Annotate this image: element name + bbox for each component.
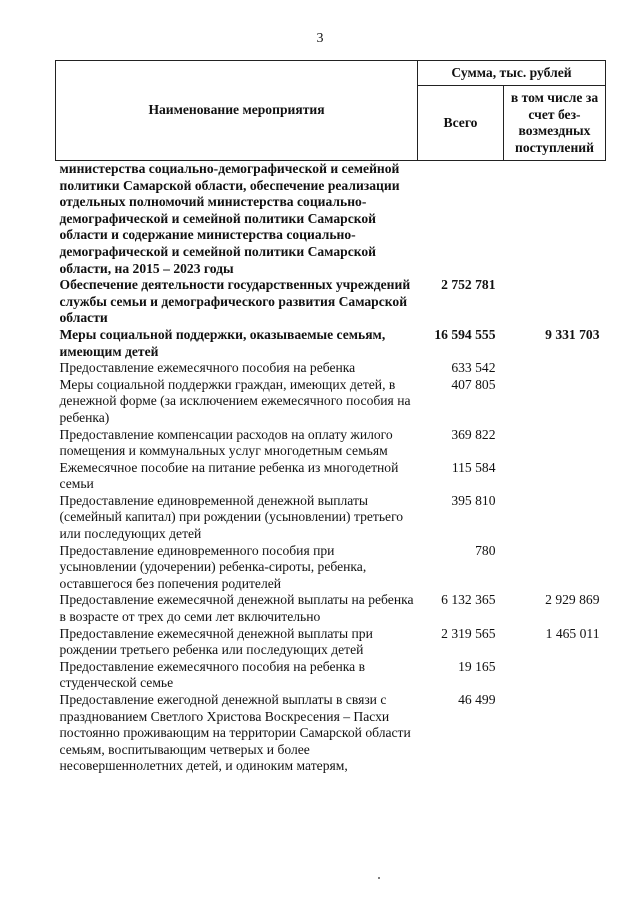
column-header-total: Всего	[418, 86, 504, 161]
row-grants-cell: 1 465 011	[545, 625, 600, 641]
table-row	[56, 377, 606, 427]
row-name-cell: Обеспечение деятельности государственных учреждений службы семьи и демографического развития Самарской области	[59, 277, 411, 326]
row-total-cell: 2 752 781	[441, 277, 496, 293]
column-header-name: Наименование мероприятия	[56, 61, 418, 161]
row-name-cell: Ежемесячное пособие на питание ребенка из многодетной семьи	[59, 459, 399, 492]
row-name-cell: Предоставление ежемесячной денежной выплаты на ребенка в возрасте от трех до семи лет включительно	[59, 592, 414, 625]
row-grants-cell	[504, 360, 606, 377]
row-name-cell: Предоставление единовременной денежной выплаты (семейный капитал) при рождении (усыновлении) третьего или последующих детей	[59, 492, 404, 542]
row-grants-cell	[504, 377, 606, 427]
row-total-cell: 2 319 565	[441, 625, 496, 641]
row-name-cell: министерства социально-демографической и семейной политики Самарской области, обеспечение реализации отдельных полномочий министерства социально-демографической и семейной политики Самарской области и содержание министерства социально-демографической и семейной политики Самарской области, на 2015 – 2023 годы	[59, 161, 400, 276]
row-total-cell: 115 584	[451, 459, 496, 475]
table-row	[56, 460, 606, 493]
row-grants-cell	[504, 543, 606, 593]
row-total-cell: 395 810	[451, 492, 496, 508]
row-name-cell: Предоставление ежемесячного пособия на ребенка	[59, 360, 356, 376]
row-total-cell: 6 132 365	[441, 592, 496, 608]
row-grants-cell: 9 331 703	[545, 326, 600, 342]
row-grants-cell	[504, 161, 606, 278]
row-total-cell: 369 822	[451, 426, 496, 442]
table-header	[56, 61, 606, 161]
row-name-cell: Предоставление ежемесячной денежной выплаты при рождении третьего ребенка или последующих детей	[59, 625, 373, 658]
table-row	[56, 592, 606, 625]
row-total-cell: 780	[475, 542, 496, 558]
row-name-cell: Меры социальной поддержки граждан, имеющих детей, в денежной форме (за исключением ежемесячного пособия на ребенка)	[59, 376, 411, 425]
row-total-cell: 46 499	[458, 692, 496, 707]
row-grants-cell	[504, 277, 606, 327]
table-row	[56, 692, 606, 775]
row-grants-cell: 2 929 869	[545, 592, 600, 608]
table-row	[56, 543, 606, 593]
row-total-cell	[418, 161, 504, 278]
row-name-cell: Предоставление ежегодной денежной выплаты в связи с празднованием Светлого Христова Воскресения – Пасхи постоянно проживающим на территории Самарской области семьям, воспитывающим четверых и более несовершеннолетних детей, и одиноким матерям,	[59, 692, 411, 774]
row-name-cell: Предоставление ежемесячного пособия на ребенка в студенческой семье	[59, 658, 366, 691]
row-grants-cell	[504, 692, 606, 775]
column-header-grants: в том числе за счет без-возмездных поступлений	[504, 86, 606, 161]
row-grants-cell	[504, 460, 606, 493]
row-grants-cell	[504, 659, 606, 692]
row-name-cell: Предоставление единовременного пособия при усыновлении (удочерении) ребенка-сироты, ребенка, оставшегося без попечения родителей	[59, 542, 367, 591]
column-header-sum: Сумма, тыс. рублей	[418, 61, 606, 86]
table-row	[56, 360, 606, 377]
table-row	[56, 659, 606, 692]
table-body	[56, 161, 606, 775]
scan-speck	[378, 877, 380, 879]
row-name-cell: Меры социальной поддержки, оказываемые семьям, имеющим детей	[59, 326, 386, 359]
row-total-cell: 407 805	[451, 376, 496, 392]
row-grants-cell	[504, 493, 606, 543]
row-total-cell: 16 594 555	[434, 326, 496, 342]
row-total-cell: 19 165	[458, 658, 496, 674]
table-row	[56, 626, 606, 659]
table-row	[56, 493, 606, 543]
row-name-cell: Предоставление компенсации расходов на оплату жилого помещения и коммунальных услуг многодетным семьям	[59, 426, 393, 459]
table-row	[56, 427, 606, 460]
table-row	[56, 161, 606, 278]
page-number: 3	[316, 31, 324, 46]
row-total-cell: 633 542	[451, 360, 496, 376]
row-grants-cell	[504, 427, 606, 460]
budget-table	[55, 60, 606, 775]
table-row	[56, 277, 606, 327]
table-row	[56, 327, 606, 360]
